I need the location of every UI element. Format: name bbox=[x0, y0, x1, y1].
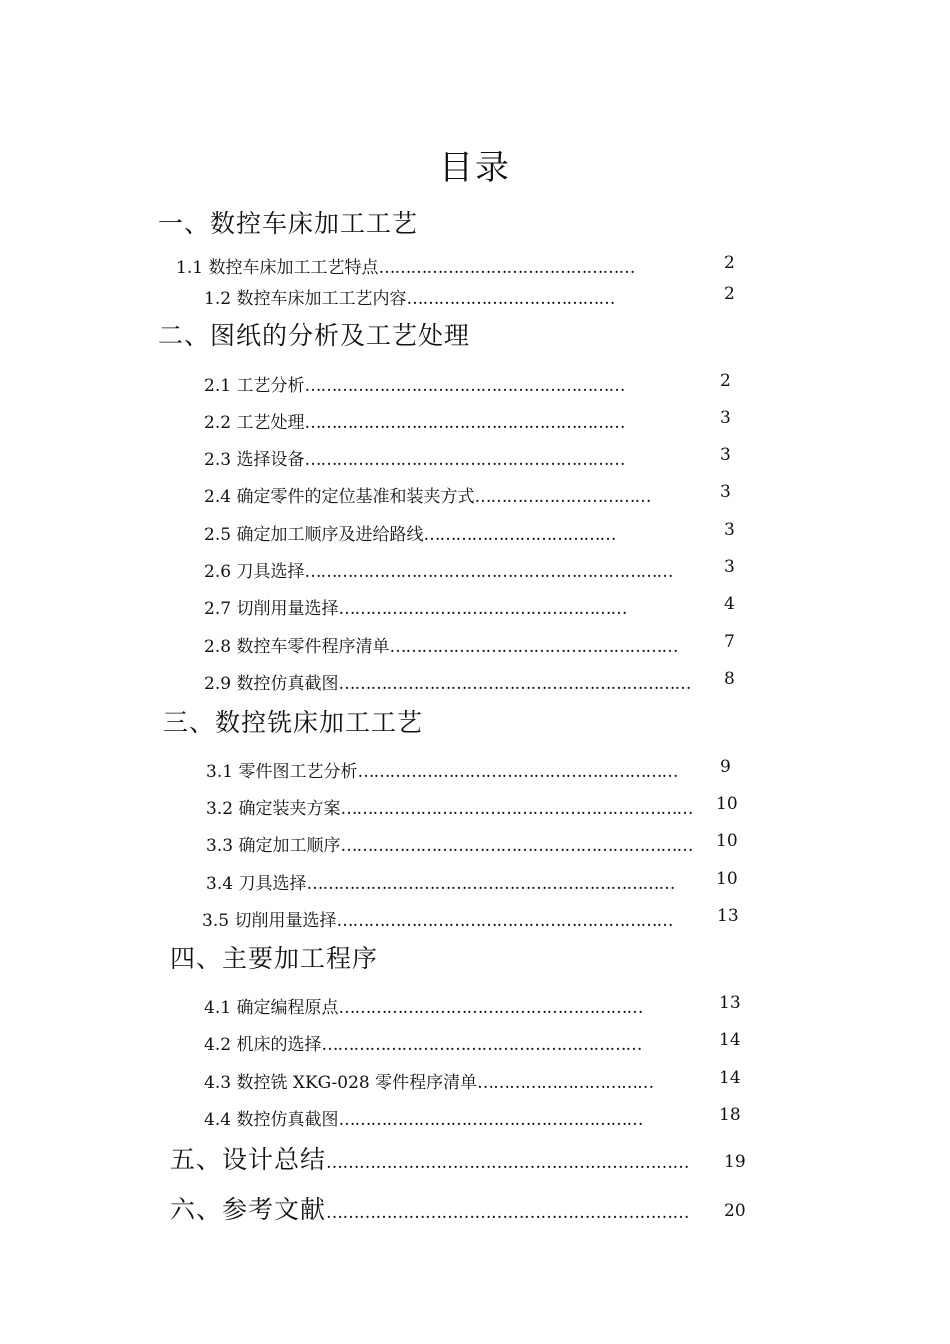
toc-entry-2-2[interactable] bbox=[204, 408, 624, 433]
leader-dots: ……………………………………………………… bbox=[336, 911, 673, 931]
toc-entry-2-6[interactable] bbox=[204, 557, 672, 582]
leader-dots: …………………………………………………… bbox=[304, 376, 625, 396]
page-number: 10 bbox=[716, 831, 738, 851]
leader-dots: …………………………… bbox=[477, 1073, 654, 1093]
toc-section-4[interactable] bbox=[170, 939, 378, 975]
entry-text: 3.3 确定加工顺序 bbox=[206, 836, 341, 856]
entry-text: 一、数控车床加工工艺 bbox=[158, 209, 419, 238]
toc-entry-4-4[interactable] bbox=[204, 1105, 642, 1130]
leader-dots: …………………………………………………… bbox=[304, 450, 625, 470]
leader-dots: …………………………………………………… bbox=[357, 762, 678, 782]
leader-dots: …………………………… bbox=[474, 487, 651, 507]
page-number: 2 bbox=[724, 284, 735, 304]
toc-section-2[interactable] bbox=[158, 316, 470, 352]
leader-dots: ………………………………………………… bbox=[338, 1110, 643, 1130]
toc-entry-3-3[interactable] bbox=[206, 831, 692, 856]
entry-text: 2.2 工艺处理 bbox=[204, 413, 305, 433]
entry-text: 2.8 数控车零件程序清单 bbox=[204, 637, 390, 657]
page-number: 8 bbox=[724, 669, 735, 689]
page-number: 2 bbox=[720, 371, 731, 391]
entry-text: 4.3 数控铣 XKG-028 零件程序清单 bbox=[204, 1073, 478, 1093]
page-number: 10 bbox=[716, 794, 738, 814]
leader-dots: ……………………………………………… bbox=[389, 637, 678, 657]
entry-text: 4.4 数控仿真截图 bbox=[204, 1110, 339, 1130]
entry-text: 六、参考文献 bbox=[170, 1195, 327, 1224]
page-number: 14 bbox=[719, 1068, 741, 1088]
leader-dots: …………………………………………………………… bbox=[304, 562, 673, 582]
entry-text: 三、数控铣床加工工艺 bbox=[163, 708, 424, 737]
leader-dots: ………………………………… bbox=[406, 289, 615, 309]
page-number: 3 bbox=[720, 482, 731, 502]
leader-dots: …………………………………………………………… bbox=[306, 874, 675, 894]
page-number: 2 bbox=[724, 253, 735, 273]
entry-text: 1.2 数控车床加工工艺内容 bbox=[204, 289, 407, 309]
page-number: 3 bbox=[720, 408, 731, 428]
leader-dots: …………………………………………………… bbox=[304, 413, 625, 433]
toc-entry-2-3[interactable] bbox=[204, 445, 624, 470]
toc-entry-3-4[interactable] bbox=[206, 869, 674, 894]
page-number: 13 bbox=[717, 906, 739, 926]
toc-entry-2-4[interactable] bbox=[204, 482, 650, 507]
toc-entry-2-7[interactable] bbox=[204, 594, 626, 619]
page-number: 18 bbox=[719, 1105, 741, 1125]
toc-entry-2-9[interactable] bbox=[204, 669, 690, 694]
entry-text: 2.7 切削用量选择 bbox=[204, 599, 339, 619]
leader-dots: ………………………………………………………… bbox=[326, 1153, 690, 1173]
toc-entry-4-1[interactable] bbox=[204, 993, 642, 1018]
entry-text: 2.5 确定加工顺序及进给路线 bbox=[204, 525, 424, 545]
toc-entry-2-5[interactable] bbox=[204, 520, 615, 545]
toc-entry-3-1[interactable] bbox=[206, 757, 677, 782]
page-number: 10 bbox=[716, 869, 738, 889]
toc-section-6[interactable] bbox=[170, 1190, 689, 1226]
entry-text: 2.3 选择设备 bbox=[204, 450, 305, 470]
leader-dots: ………………………………………………………… bbox=[340, 836, 693, 856]
entry-text: 3.5 切削用量选择 bbox=[202, 911, 337, 931]
entry-text: 2.6 刀具选择 bbox=[204, 562, 305, 582]
leader-dots: ………………………………………………………… bbox=[338, 674, 691, 694]
page-number: 3 bbox=[724, 557, 735, 577]
entry-text: 3.2 确定装夹方案 bbox=[206, 799, 341, 819]
page-number: 13 bbox=[719, 993, 741, 1013]
leader-dots: ……………………………… bbox=[423, 525, 616, 545]
entry-text: 3.1 零件图工艺分析 bbox=[206, 762, 358, 782]
page-number: 9 bbox=[720, 757, 731, 777]
entry-text: 1.1 数控车床加工工艺特点 bbox=[176, 258, 379, 278]
entry-text: 4.1 确定编程原点 bbox=[204, 998, 339, 1018]
entry-text: 四、主要加工程序 bbox=[170, 944, 379, 973]
page-number: 7 bbox=[724, 632, 735, 652]
toc-entry-4-3[interactable] bbox=[204, 1068, 653, 1093]
leader-dots: ………………………………………………… bbox=[338, 998, 643, 1018]
toc-entry-1-2[interactable] bbox=[204, 284, 614, 309]
page-number: 14 bbox=[719, 1030, 741, 1050]
leader-dots: ………………………………………… bbox=[378, 258, 635, 278]
leader-dots: …………………………………………………… bbox=[321, 1035, 642, 1055]
entry-text: 3.4 刀具选择 bbox=[206, 874, 307, 894]
toc-section-3[interactable] bbox=[163, 703, 423, 739]
entry-text: 二、图纸的分析及工艺处理 bbox=[158, 321, 471, 350]
leader-dots: ………………………………………………………… bbox=[340, 799, 693, 819]
toc-section-1[interactable] bbox=[158, 204, 418, 240]
toc-entry-2-1[interactable] bbox=[204, 371, 624, 396]
page-number: 20 bbox=[724, 1201, 746, 1221]
toc-title: 目录 bbox=[439, 148, 511, 188]
page-number: 3 bbox=[720, 445, 731, 465]
toc-entry-3-2[interactable] bbox=[206, 794, 692, 819]
page-number: 4 bbox=[724, 594, 735, 614]
leader-dots: ………………………………………………………… bbox=[326, 1203, 690, 1223]
entry-text: 4.2 机床的选择 bbox=[204, 1035, 322, 1055]
entry-text: 2.4 确定零件的定位基准和装夹方式 bbox=[204, 487, 475, 507]
leader-dots: ……………………………………………… bbox=[338, 599, 627, 619]
toc-entry-2-8[interactable] bbox=[204, 632, 677, 657]
entry-text: 五、设计总结 bbox=[170, 1145, 327, 1174]
toc-entry-1-1[interactable] bbox=[176, 253, 634, 278]
toc-entry-3-5[interactable] bbox=[202, 906, 672, 931]
page-number: 3 bbox=[724, 520, 735, 540]
toc-section-5[interactable] bbox=[170, 1140, 689, 1176]
toc-entry-4-2[interactable] bbox=[204, 1030, 641, 1055]
entry-text: 2.9 数控仿真截图 bbox=[204, 674, 339, 694]
page-number: 19 bbox=[724, 1152, 746, 1172]
entry-text: 2.1 工艺分析 bbox=[204, 376, 305, 396]
